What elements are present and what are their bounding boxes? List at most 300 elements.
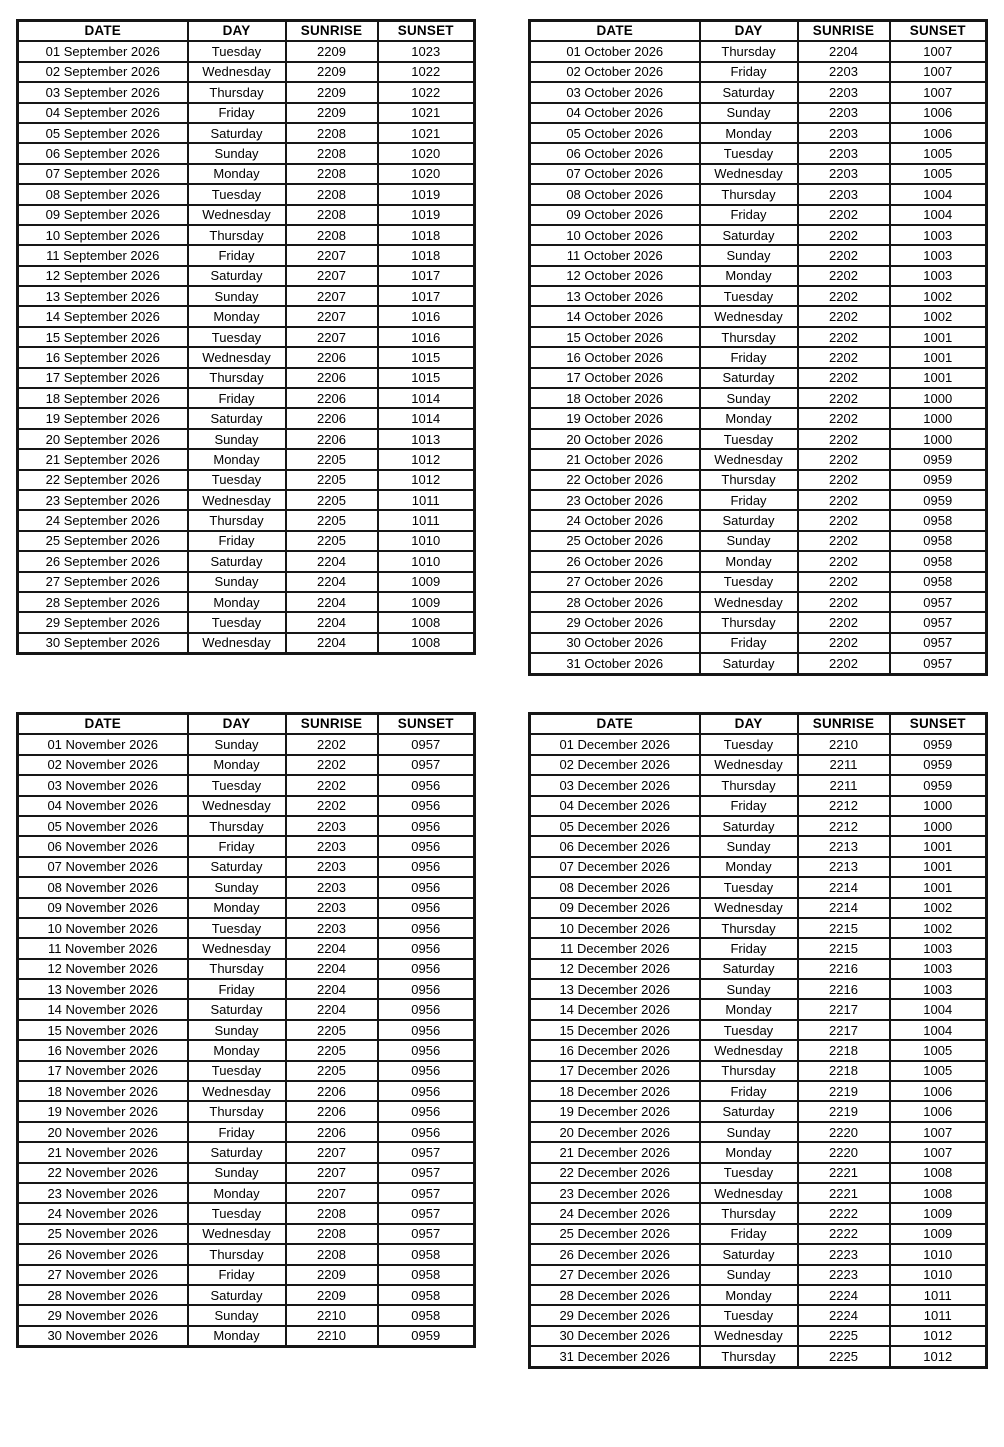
table-row <box>18 306 475 326</box>
date-cell: 08 December 2026 <box>530 877 700 897</box>
date-cell: 08 October 2026 <box>530 184 700 204</box>
sunset-cell: 1001 <box>890 347 987 367</box>
day-cell: Thursday <box>188 959 286 979</box>
day-cell: Thursday <box>700 918 798 938</box>
table-row <box>530 734 987 754</box>
sunset-cell: 0959 <box>890 449 987 469</box>
day-cell: Sunday <box>700 245 798 265</box>
table-row <box>530 857 987 877</box>
day-cell: Monday <box>188 306 286 326</box>
table-row <box>530 592 987 612</box>
table-row <box>18 1305 475 1325</box>
sunrise-cell: 2202 <box>798 572 890 592</box>
sunrise-cell: 2206 <box>286 347 378 367</box>
sunset-cell: 1018 <box>378 225 475 245</box>
sunrise-cell: 2204 <box>286 551 378 571</box>
day-cell: Friday <box>700 62 798 82</box>
date-cell: 14 December 2026 <box>530 999 700 1019</box>
date-cell: 24 October 2026 <box>530 510 700 530</box>
table-header-row <box>18 21 475 42</box>
table-row <box>18 470 475 490</box>
day-cell: Tuesday <box>188 1061 286 1081</box>
day-cell: Sunday <box>700 388 798 408</box>
sunset-cell: 1012 <box>890 1326 987 1346</box>
date-cell: 19 December 2026 <box>530 1101 700 1121</box>
sunset-cell: 1013 <box>378 429 475 449</box>
sunset-cell: 0958 <box>890 510 987 530</box>
table-row <box>530 62 987 82</box>
date-cell: 12 December 2026 <box>530 959 700 979</box>
sunset-cell: 1014 <box>378 388 475 408</box>
sunrise-cell: 2208 <box>286 1244 378 1264</box>
table-row <box>18 918 475 938</box>
column-header-sunset: SUNSET <box>378 21 475 42</box>
sunset-cell: 0956 <box>378 999 475 1019</box>
day-cell: Saturday <box>700 510 798 530</box>
sunrise-cell: 2208 <box>286 164 378 184</box>
date-cell: 12 October 2026 <box>530 266 700 286</box>
sunrise-cell: 2211 <box>798 755 890 775</box>
sunset-cell: 1020 <box>378 143 475 163</box>
day-cell: Saturday <box>700 653 798 674</box>
sunset-cell: 1021 <box>378 103 475 123</box>
date-cell: 03 December 2026 <box>530 775 700 795</box>
day-cell: Sunday <box>700 531 798 551</box>
sunset-cell: 0957 <box>378 734 475 754</box>
date-cell: 17 November 2026 <box>18 1061 188 1081</box>
sunrise-cell: 2223 <box>798 1244 890 1264</box>
sunrise-cell: 2206 <box>286 368 378 388</box>
date-cell: 18 November 2026 <box>18 1081 188 1101</box>
sunset-cell: 0956 <box>378 1040 475 1060</box>
sunset-cell: 1003 <box>890 959 987 979</box>
sunset-cell: 1000 <box>890 429 987 449</box>
sunset-cell: 1015 <box>378 347 475 367</box>
sunrise-cell: 2219 <box>798 1081 890 1101</box>
table-row <box>18 41 475 61</box>
column-header-sunset: SUNSET <box>890 714 987 735</box>
sunset-cell: 1004 <box>890 184 987 204</box>
sunrise-cell: 2208 <box>286 123 378 143</box>
sunset-cell: 1001 <box>890 368 987 388</box>
sunset-cell: 0957 <box>890 592 987 612</box>
column-header-sunrise: SUNRISE <box>798 714 890 735</box>
sunrise-sunset-table-november-2026 <box>16 712 476 1348</box>
table-row <box>18 490 475 510</box>
sunrise-cell: 2207 <box>286 306 378 326</box>
date-cell: 31 October 2026 <box>530 653 700 674</box>
table-row <box>18 510 475 530</box>
day-cell: Saturday <box>700 1244 798 1264</box>
sunset-cell: 0956 <box>378 877 475 897</box>
date-cell: 30 October 2026 <box>530 633 700 653</box>
day-cell: Friday <box>700 490 798 510</box>
date-cell: 09 December 2026 <box>530 898 700 918</box>
sunrise-cell: 2202 <box>798 225 890 245</box>
sunset-cell: 1010 <box>890 1244 987 1264</box>
table-row <box>18 225 475 245</box>
date-cell: 26 December 2026 <box>530 1244 700 1264</box>
day-cell: Saturday <box>188 1285 286 1305</box>
sunset-cell: 0956 <box>378 1061 475 1081</box>
day-cell: Monday <box>188 755 286 775</box>
sunrise-cell: 2205 <box>286 1020 378 1040</box>
sunset-cell: 1005 <box>890 143 987 163</box>
day-cell: Thursday <box>700 41 798 61</box>
table-row <box>18 796 475 816</box>
sunrise-cell: 2207 <box>286 286 378 306</box>
sunset-cell: 1004 <box>890 205 987 225</box>
sunset-cell: 1010 <box>378 551 475 571</box>
sunset-cell: 1008 <box>890 1183 987 1203</box>
day-cell: Sunday <box>188 1305 286 1325</box>
sunset-cell: 0956 <box>378 1101 475 1121</box>
table-row <box>530 327 987 347</box>
sunset-cell: 1002 <box>890 286 987 306</box>
sunrise-cell: 2214 <box>798 898 890 918</box>
sunset-cell: 0956 <box>378 1020 475 1040</box>
sunset-cell: 1000 <box>890 816 987 836</box>
sunrise-cell: 2214 <box>798 877 890 897</box>
day-cell: Saturday <box>188 999 286 1019</box>
day-cell: Tuesday <box>188 775 286 795</box>
sunrise-cell: 2202 <box>798 327 890 347</box>
table-row <box>18 999 475 1019</box>
date-cell: 18 October 2026 <box>530 388 700 408</box>
date-cell: 28 November 2026 <box>18 1285 188 1305</box>
table-row <box>530 103 987 123</box>
table-row <box>530 755 987 775</box>
day-cell: Thursday <box>188 82 286 102</box>
date-cell: 06 September 2026 <box>18 143 188 163</box>
sunrise-cell: 2203 <box>798 103 890 123</box>
table-row <box>530 347 987 367</box>
column-header-sunrise: SUNRISE <box>286 714 378 735</box>
table-row <box>530 184 987 204</box>
table-row <box>530 1122 987 1142</box>
day-cell: Saturday <box>700 1101 798 1121</box>
table-row <box>530 245 987 265</box>
day-cell: Monday <box>188 1326 286 1347</box>
sunset-cell: 0957 <box>378 755 475 775</box>
sunset-cell: 1007 <box>890 1142 987 1162</box>
sunset-cell: 1007 <box>890 41 987 61</box>
date-cell: 14 October 2026 <box>530 306 700 326</box>
table-row <box>18 612 475 632</box>
sunset-cell: 1000 <box>890 388 987 408</box>
sunset-cell: 1018 <box>378 245 475 265</box>
table-row <box>18 755 475 775</box>
sunrise-cell: 2206 <box>286 388 378 408</box>
sunrise-cell: 2206 <box>286 1081 378 1101</box>
date-cell: 16 September 2026 <box>18 347 188 367</box>
sunrise-cell: 2207 <box>286 1163 378 1183</box>
table-row <box>530 143 987 163</box>
date-cell: 22 November 2026 <box>18 1163 188 1183</box>
table-row <box>530 205 987 225</box>
table-row <box>18 286 475 306</box>
column-header-day: DAY <box>188 21 286 42</box>
table-row <box>530 1040 987 1060</box>
table-row <box>530 388 987 408</box>
day-cell: Friday <box>188 979 286 999</box>
sunrise-cell: 2209 <box>286 82 378 102</box>
day-cell: Sunday <box>188 286 286 306</box>
sunset-cell: 0956 <box>378 959 475 979</box>
sunrise-cell: 2208 <box>286 1203 378 1223</box>
table-row <box>18 775 475 795</box>
sunset-cell: 1011 <box>890 1285 987 1305</box>
sunrise-cell: 2209 <box>286 62 378 82</box>
table-row <box>530 225 987 245</box>
day-cell: Monday <box>188 164 286 184</box>
date-cell: 11 November 2026 <box>18 938 188 958</box>
date-cell: 07 October 2026 <box>530 164 700 184</box>
sunset-cell: 1005 <box>890 1061 987 1081</box>
sunrise-cell: 2209 <box>286 41 378 61</box>
day-cell: Wednesday <box>188 347 286 367</box>
table-row <box>18 327 475 347</box>
column-header-date: DATE <box>18 714 188 735</box>
table-row <box>18 245 475 265</box>
day-cell: Thursday <box>188 368 286 388</box>
day-cell: Friday <box>188 388 286 408</box>
date-cell: 09 November 2026 <box>18 898 188 918</box>
day-cell: Friday <box>700 1081 798 1101</box>
sunrise-cell: 2208 <box>286 1224 378 1244</box>
sunrise-cell: 2202 <box>286 734 378 754</box>
sunset-cell: 0959 <box>890 490 987 510</box>
day-cell: Thursday <box>188 1101 286 1121</box>
sunrise-cell: 2218 <box>798 1061 890 1081</box>
table-row <box>530 470 987 490</box>
date-cell: 13 December 2026 <box>530 979 700 999</box>
day-cell: Monday <box>188 1040 286 1060</box>
date-cell: 28 December 2026 <box>530 1285 700 1305</box>
sunset-cell: 1002 <box>890 898 987 918</box>
day-cell: Wednesday <box>700 592 798 612</box>
day-cell: Sunday <box>700 1122 798 1142</box>
table-row <box>18 388 475 408</box>
date-cell: 10 November 2026 <box>18 918 188 938</box>
day-cell: Monday <box>188 592 286 612</box>
day-cell: Monday <box>188 1183 286 1203</box>
sunrise-cell: 2206 <box>286 1122 378 1142</box>
sunset-cell: 1022 <box>378 62 475 82</box>
table-row <box>530 1183 987 1203</box>
day-cell: Thursday <box>700 775 798 795</box>
day-cell: Tuesday <box>700 286 798 306</box>
sunrise-cell: 2210 <box>286 1326 378 1347</box>
sunrise-cell: 2223 <box>798 1265 890 1285</box>
day-cell: Monday <box>700 857 798 877</box>
date-cell: 16 December 2026 <box>530 1040 700 1060</box>
sunrise-cell: 2202 <box>798 286 890 306</box>
date-cell: 20 November 2026 <box>18 1122 188 1142</box>
table-row <box>18 959 475 979</box>
sunrise-cell: 2224 <box>798 1305 890 1325</box>
sunset-cell: 0959 <box>890 775 987 795</box>
table-row <box>530 41 987 61</box>
date-cell: 27 December 2026 <box>530 1265 700 1285</box>
day-cell: Tuesday <box>188 470 286 490</box>
table-row <box>530 1101 987 1121</box>
date-cell: 31 December 2026 <box>530 1346 700 1367</box>
sunrise-cell: 2217 <box>798 999 890 1019</box>
sunset-cell: 1012 <box>890 1346 987 1367</box>
table-row <box>530 429 987 449</box>
date-cell: 14 September 2026 <box>18 306 188 326</box>
table-row <box>18 1326 475 1347</box>
sunrise-cell: 2202 <box>798 612 890 632</box>
day-cell: Monday <box>188 898 286 918</box>
table-row <box>530 612 987 632</box>
sunset-cell: 0956 <box>378 979 475 999</box>
date-cell: 26 September 2026 <box>18 551 188 571</box>
sunset-cell: 0957 <box>378 1183 475 1203</box>
date-cell: 20 September 2026 <box>18 429 188 449</box>
date-cell: 15 October 2026 <box>530 327 700 347</box>
sunrise-cell: 2202 <box>798 551 890 571</box>
sunrise-cell: 2204 <box>798 41 890 61</box>
day-cell: Friday <box>700 796 798 816</box>
date-cell: 02 December 2026 <box>530 755 700 775</box>
sunset-cell: 0957 <box>378 1224 475 1244</box>
date-cell: 03 September 2026 <box>18 82 188 102</box>
sunrise-cell: 2205 <box>286 470 378 490</box>
date-cell: 12 September 2026 <box>18 266 188 286</box>
day-cell: Tuesday <box>188 327 286 347</box>
sunset-cell: 0958 <box>890 572 987 592</box>
date-cell: 17 October 2026 <box>530 368 700 388</box>
sunrise-cell: 2205 <box>286 449 378 469</box>
sunset-cell: 1003 <box>890 979 987 999</box>
date-cell: 12 November 2026 <box>18 959 188 979</box>
table-row <box>18 1040 475 1060</box>
day-cell: Sunday <box>700 979 798 999</box>
date-cell: 29 September 2026 <box>18 612 188 632</box>
date-cell: 25 November 2026 <box>18 1224 188 1244</box>
table-row <box>530 1203 987 1223</box>
sunrise-cell: 2218 <box>798 1040 890 1060</box>
sunset-cell: 1001 <box>890 877 987 897</box>
table-row <box>530 796 987 816</box>
sunset-cell: 0958 <box>378 1305 475 1325</box>
sunrise-cell: 2202 <box>798 408 890 428</box>
table-row <box>530 306 987 326</box>
day-cell: Wednesday <box>188 1081 286 1101</box>
day-cell: Wednesday <box>188 62 286 82</box>
table-header-row <box>18 714 475 735</box>
sunrise-cell: 2220 <box>798 1122 890 1142</box>
date-cell: 19 September 2026 <box>18 408 188 428</box>
sunset-cell: 0959 <box>378 1326 475 1347</box>
column-header-sunset: SUNSET <box>890 21 987 42</box>
table-row <box>18 1203 475 1223</box>
column-header-date: DATE <box>18 21 188 42</box>
date-cell: 19 October 2026 <box>530 408 700 428</box>
sunrise-cell: 2220 <box>798 1142 890 1162</box>
sunset-cell: 1023 <box>378 41 475 61</box>
sunrise-cell: 2217 <box>798 1020 890 1040</box>
sunset-cell: 1016 <box>378 327 475 347</box>
table-row <box>530 1285 987 1305</box>
sunset-cell: 0956 <box>378 1122 475 1142</box>
table-row <box>18 164 475 184</box>
table-row <box>530 531 987 551</box>
sunset-cell: 0956 <box>378 816 475 836</box>
sunrise-cell: 2204 <box>286 999 378 1019</box>
date-cell: 27 September 2026 <box>18 572 188 592</box>
table-row <box>530 898 987 918</box>
day-cell: Wednesday <box>188 633 286 654</box>
day-cell: Tuesday <box>700 877 798 897</box>
table-row <box>18 1285 475 1305</box>
sunset-cell: 1006 <box>890 1101 987 1121</box>
sunrise-cell: 2205 <box>286 1061 378 1081</box>
day-cell: Tuesday <box>700 734 798 754</box>
sunrise-cell: 2204 <box>286 633 378 654</box>
day-cell: Sunday <box>188 429 286 449</box>
date-cell: 02 October 2026 <box>530 62 700 82</box>
table-row <box>18 449 475 469</box>
date-cell: 26 November 2026 <box>18 1244 188 1264</box>
sunset-cell: 1020 <box>378 164 475 184</box>
table-row <box>530 775 987 795</box>
table-row <box>18 836 475 856</box>
table-row <box>530 1020 987 1040</box>
column-header-date: DATE <box>530 714 700 735</box>
table-row <box>18 62 475 82</box>
date-cell: 10 October 2026 <box>530 225 700 245</box>
sunrise-cell: 2212 <box>798 816 890 836</box>
date-cell: 16 November 2026 <box>18 1040 188 1060</box>
sunset-cell: 1000 <box>890 796 987 816</box>
day-cell: Friday <box>700 205 798 225</box>
table-row <box>530 1061 987 1081</box>
table-row <box>18 1061 475 1081</box>
date-cell: 04 November 2026 <box>18 796 188 816</box>
sunrise-cell: 2202 <box>798 592 890 612</box>
sunrise-cell: 2212 <box>798 796 890 816</box>
date-cell: 23 November 2026 <box>18 1183 188 1203</box>
day-cell: Sunday <box>188 1163 286 1183</box>
table-row <box>18 1163 475 1183</box>
table-row <box>18 979 475 999</box>
date-cell: 04 October 2026 <box>530 103 700 123</box>
date-cell: 18 December 2026 <box>530 1081 700 1101</box>
day-cell: Saturday <box>188 857 286 877</box>
date-cell: 23 September 2026 <box>18 490 188 510</box>
column-header-date: DATE <box>530 21 700 42</box>
table-row <box>530 164 987 184</box>
day-cell: Tuesday <box>700 1163 798 1183</box>
sunset-cell: 1021 <box>378 123 475 143</box>
sunrise-cell: 2204 <box>286 572 378 592</box>
column-header-day: DAY <box>188 714 286 735</box>
table-row <box>18 633 475 654</box>
sunset-cell: 1002 <box>890 918 987 938</box>
day-cell: Sunday <box>188 734 286 754</box>
day-cell: Saturday <box>700 816 798 836</box>
sunrise-cell: 2207 <box>286 245 378 265</box>
date-cell: 30 December 2026 <box>530 1326 700 1346</box>
sunrise-cell: 2202 <box>286 796 378 816</box>
table-row <box>18 1183 475 1203</box>
day-cell: Sunday <box>188 143 286 163</box>
sunrise-cell: 2202 <box>286 755 378 775</box>
table-row <box>530 877 987 897</box>
